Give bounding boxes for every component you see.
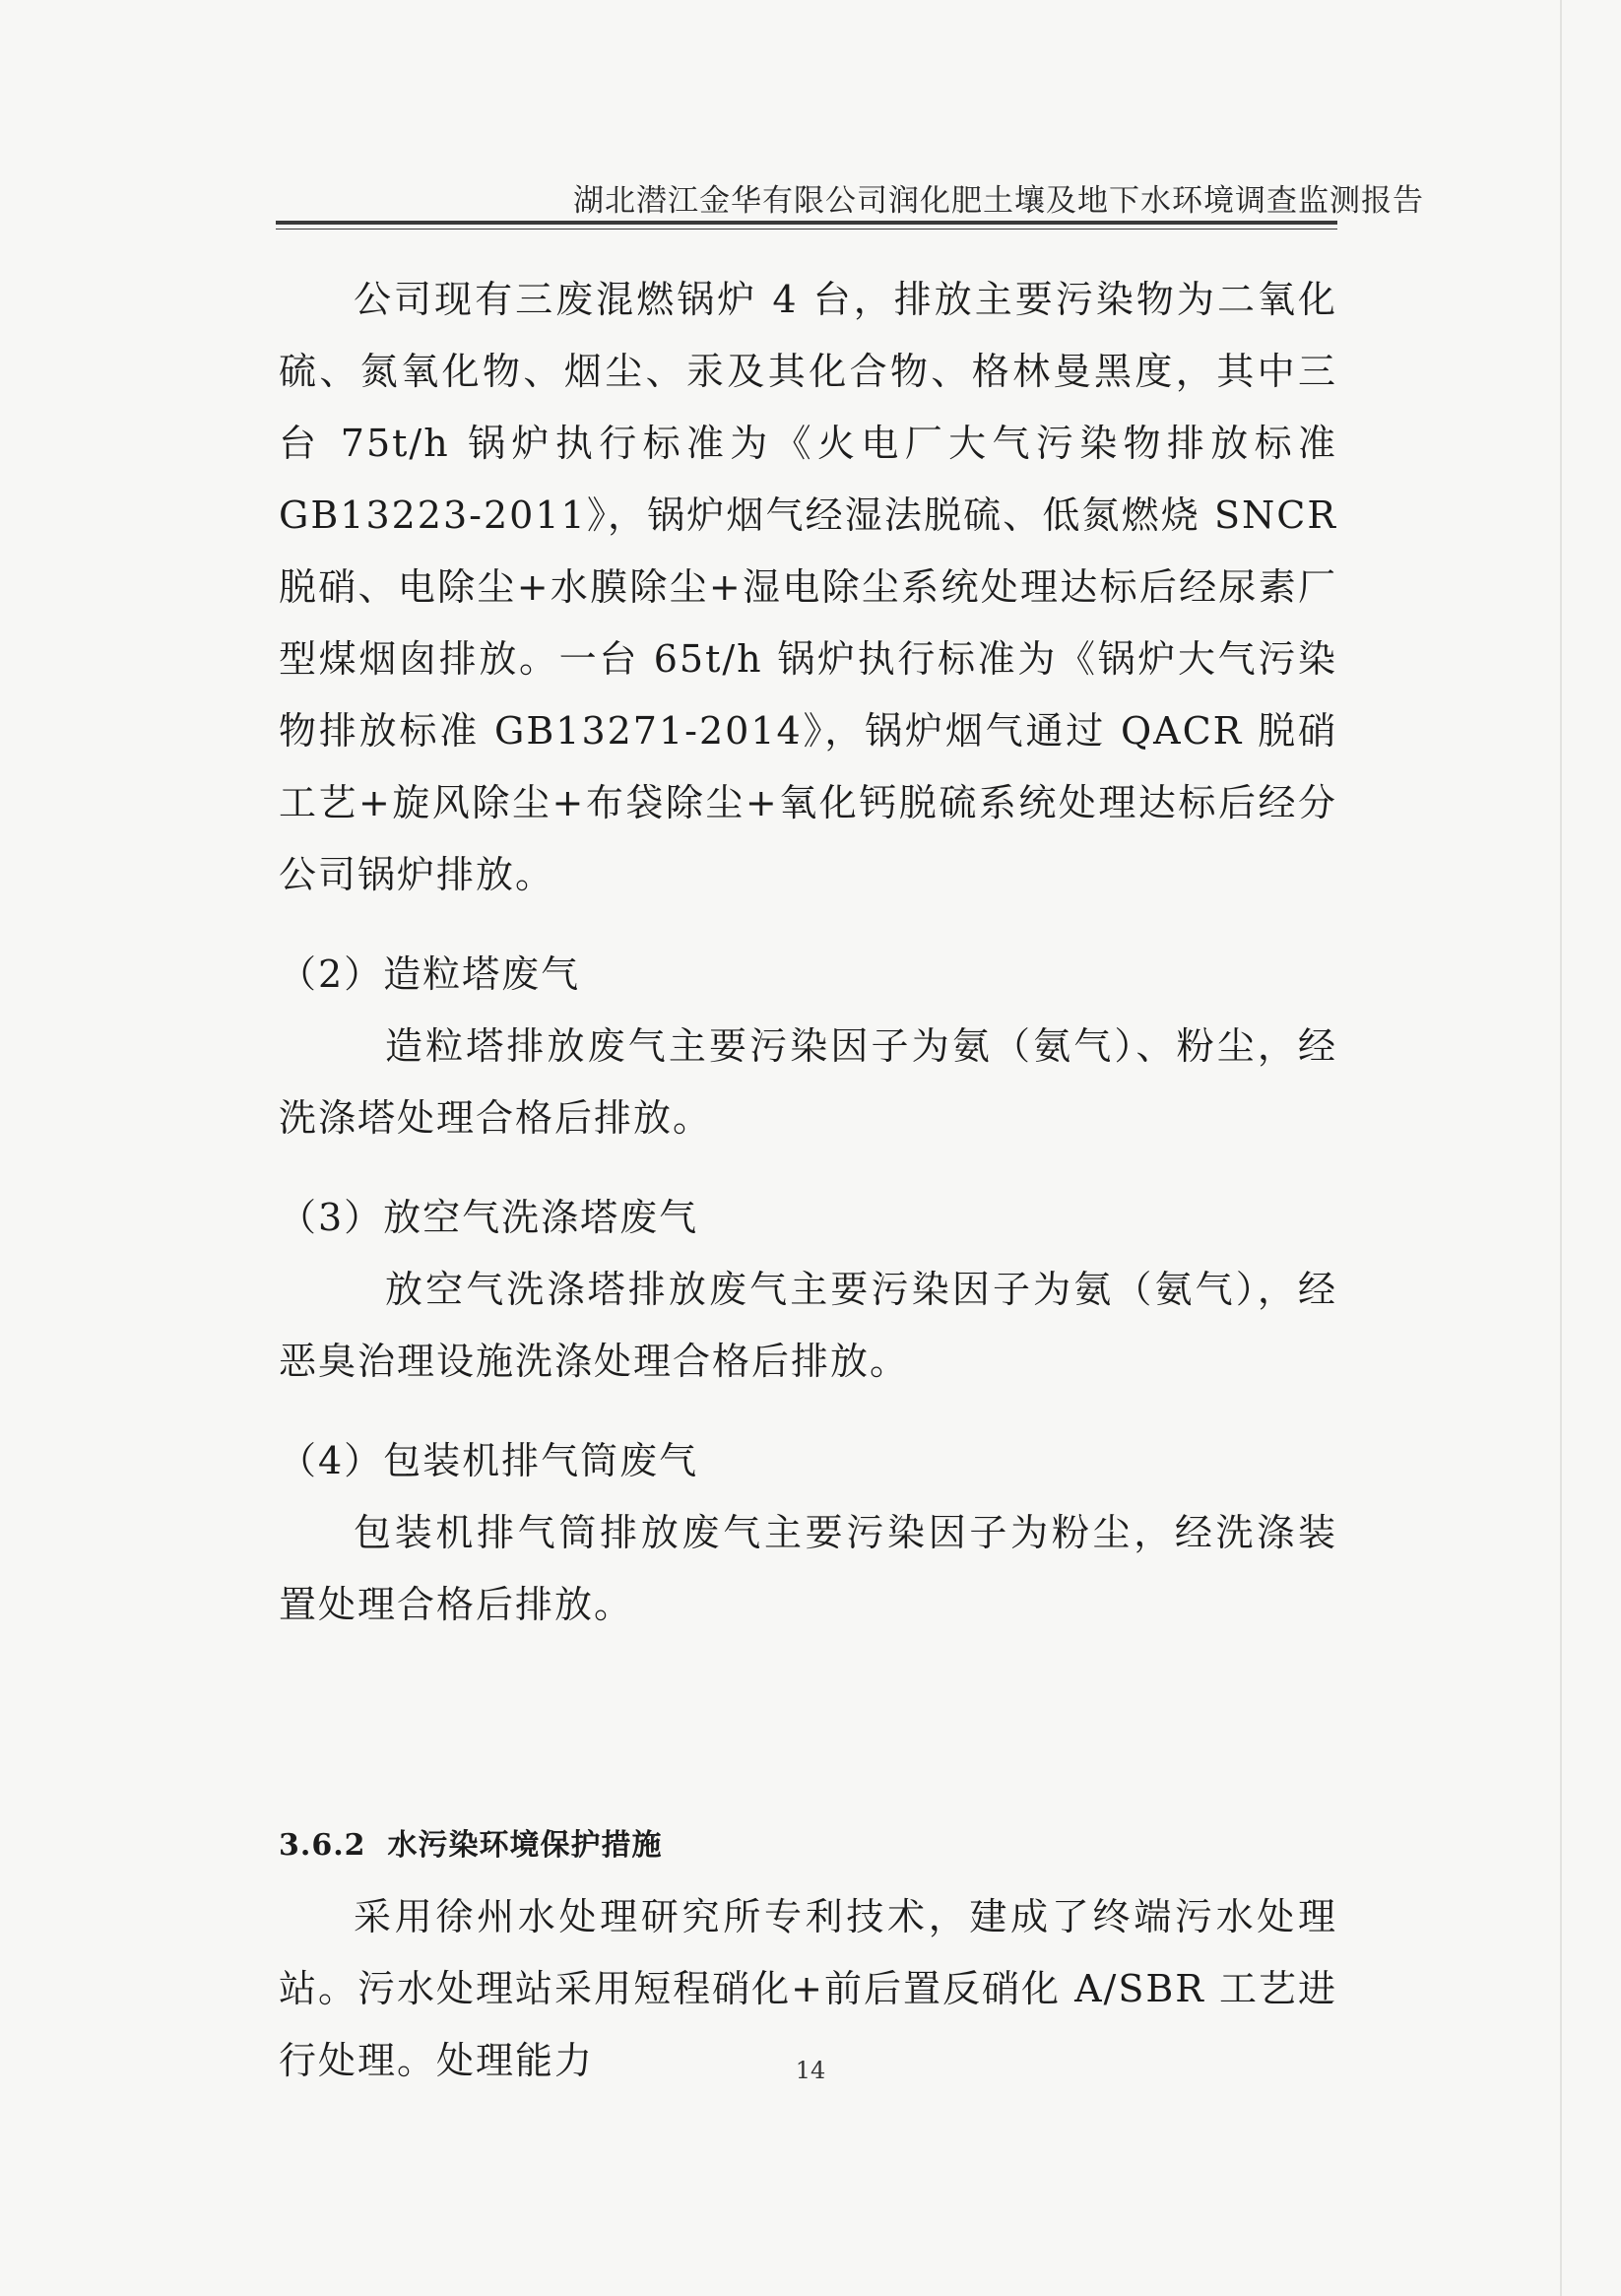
section-number: 3.6.2 [279, 1828, 366, 1863]
header-rule-thick [276, 221, 1337, 225]
page-edge-line [1560, 0, 1562, 2296]
item-text-granulation-tower: 造粒塔排放废气主要污染因子为氨（氨气）、粉尘，经洗涤塔处理合格后排放。 [279, 1024, 1337, 1140]
paragraph-water-treatment: 采用徐州水处理研究所专利技术，建成了终端污水处理站。污水处理站采用短程硝化+前后置反硝化 A/SBR 工艺进行处理。处理能力 [279, 1895, 1337, 2082]
item-heading-granulation-tower: （2）造粒塔废气 [279, 952, 581, 996]
header-rule-thin [276, 229, 1337, 230]
paragraph-boiler-emissions: 公司现有三废混燃锅炉 4 台，排放主要污染物为二氧化硫、氮氧化物、烟尘、汞及其化合物、格林曼黑度，其中三台 75t/h 锅炉执行标准为《火电厂大气污染物排放标准 GB13223-2011》，锅炉烟气经湿法脱硫、低氮燃烧 SNCR 脱硝、电除尘+水膜除尘+湿电除尘系统处理达标后经尿素厂型煤烟囱排放。一台 65t/h 锅炉执行标准为《锅炉大气污染物排放标准 GB13271-2014》，锅炉烟气通过 QACR 脱硝工艺+旋风除尘+布袋除尘+氧化钙脱硫系统处理达标后经分公司锅炉排放。 [279, 278, 1337, 896]
item-text-vent-scrubber: 放空气洗涤塔排放废气主要污染因子为氨（氨气），经恶臭治理设施洗涤处理合格后排放。 [279, 1268, 1337, 1383]
item-text-packaging-stack: 包装机排气筒排放废气主要污染因子为粉尘，经洗涤装置处理合格后排放。 [279, 1511, 1337, 1626]
section-heading [279, 1820, 663, 1864]
running-header: 湖北潜江金华有限公司润化肥土壤及地下水环境调查监测报告 [573, 183, 1424, 219]
page-number: 14 [795, 2057, 826, 2084]
body-text [279, 264, 1337, 1641]
section-title: 水污染环境保护措施 [387, 1828, 663, 1863]
item-heading-vent-scrubber: （3）放空气洗涤塔废气 [279, 1196, 699, 1239]
item-heading-packaging-stack: （4）包装机排气筒废气 [279, 1439, 699, 1482]
